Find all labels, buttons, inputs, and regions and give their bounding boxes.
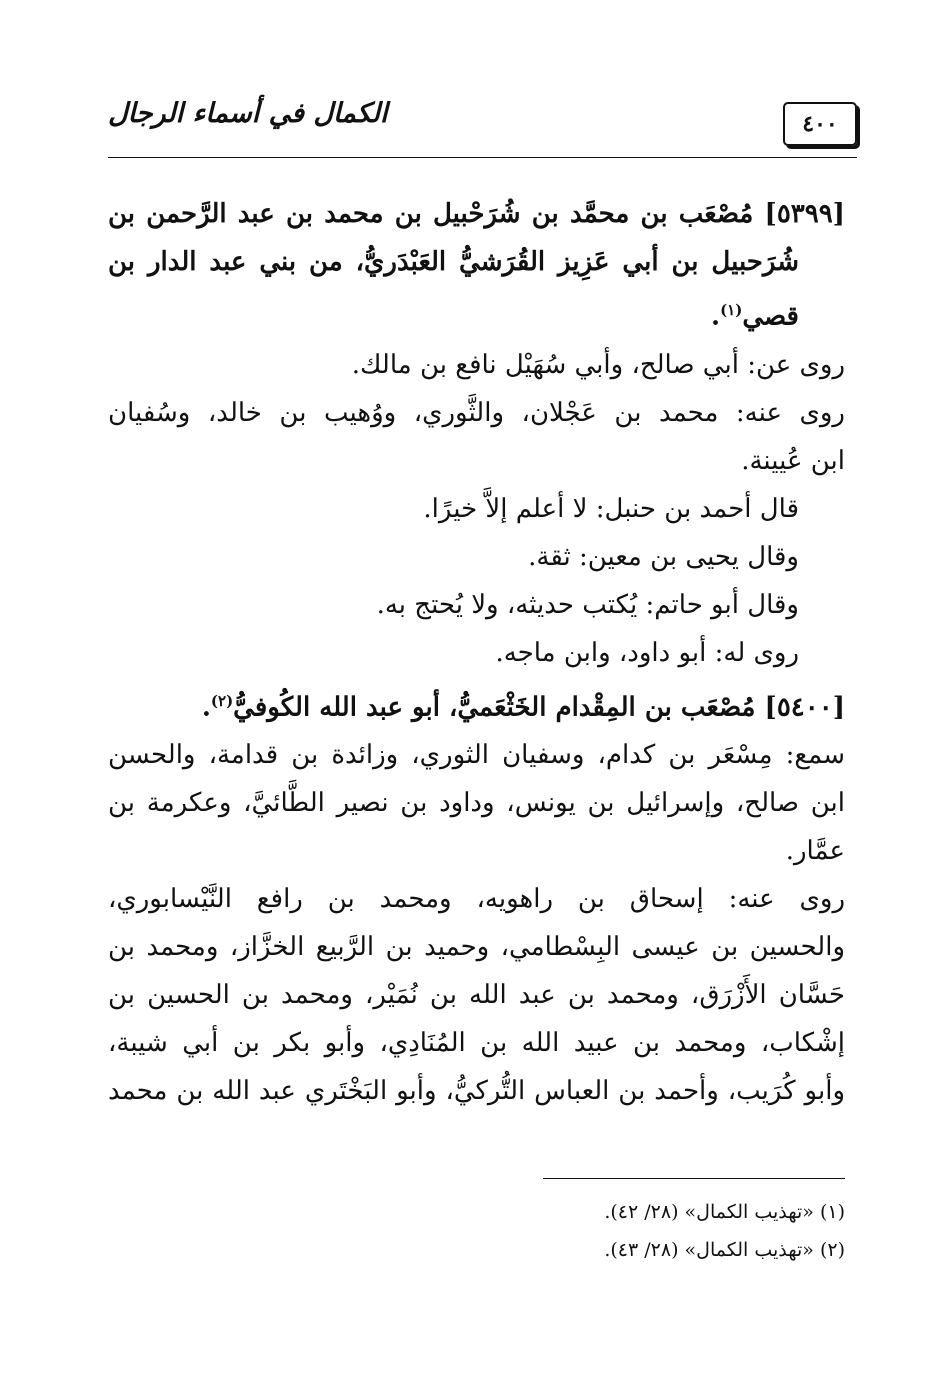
entry-heading-text: مُصْعَب بن المِقْدام الخَثْعَميُّ، أبو عبد الله الكُوفيُّ: [233, 692, 756, 723]
entry-number: [٥٣٩٩]: [764, 199, 845, 229]
paragraph-line: روى عنه: محمد بن عَجْلان، والثَّوري، ووُهيب بن خالد، وسُفيان: [108, 397, 845, 428]
header-divider: [108, 157, 857, 158]
paragraph-line: ابن عُيينة.: [741, 445, 845, 476]
footnotes: [604, 1193, 845, 1269]
paragraph-line: روى عنه: إسحاق بن راهويه، ومحمد بن رافع النَّيْسابوري،: [108, 884, 845, 915]
footnote-marker: (١): [720, 301, 743, 319]
entry-heading-line: [٥٤٠٠] مُصْعَب بن المِقْدام الخَثْعَميُّ، أبو عبد الله الكُوفيُّ$^{(٢)}$.: [201, 691, 845, 723]
paragraph-line: سمع: مِسْعَر بن كدام، وسفيان الثوري، وزائدة بن قدامة، والحسن: [108, 740, 845, 771]
paragraph-line: روى له: أبو داود، وابن ماجه.: [495, 637, 799, 668]
footnote-marker: (٢): [210, 691, 234, 710]
paragraph-line: ابن صالح، وإسرائيل بن يونس، وداود بن نصير الطَّائيَّ، وعكرمة بن: [108, 788, 845, 819]
entry-heading-text: مُصْعَب بن محمَّد بن شُرَحْبيل بن محمد بن عبد الرَّحمن بن: [108, 199, 754, 229]
page-number: ٤٠٠: [783, 102, 857, 146]
paragraph-line: وقال يحيى بن معين: ثقة.: [528, 541, 799, 572]
paragraph-line: روى عن: أبي صالح، وأبي سُهَيْل نافع بن مالك.: [351, 349, 845, 380]
footnote: (٢) «تهذيب الكمال» (٢٨/ ٤٣).: [604, 1239, 845, 1261]
paragraph-line: حَسَّان الأَزْرَق، ومحمد بن عبد الله بن نُمَيْر، ومحمد بن الحسين بن: [108, 980, 845, 1011]
footnote-divider: [543, 1178, 845, 1179]
paragraph-line: وأبو كُرَيب، وأحمد بن العباس التُّركيُّ، وأبو البَخْتَري عبد الله بن محمد: [108, 1076, 845, 1107]
entry-heading-line: قصي$^{(١)}$.: [711, 301, 799, 332]
page-header: [108, 92, 857, 158]
paragraph-line: إشْكاب، ومحمد بن عبيد الله بن المُنَادِي، وأبو بكر بن أبي شيبة،: [108, 1028, 845, 1059]
paragraph-line: وقال أبو حاتم: يُكتب حديثه، ولا يُحتج به.: [376, 589, 799, 620]
entry-number: [٥٤٠٠]: [764, 692, 845, 723]
entry-heading-text: قصي: [742, 301, 799, 332]
paragraph-line: قال أحمد بن حنبل: لا أعلم إلاَّ خيرًا.: [423, 493, 799, 524]
main-text: [108, 190, 845, 1115]
entry-heading-line: شُرَحبيل بن أبي عَزِيز القُرَشيُّ العَبْدَريُّ، من بني عبد الدار بن: [108, 247, 799, 277]
paragraph-line: والحسين بن عيسى البِسْطامي، وحميد بن الرَّبيع الخزَّاز، ومحمد بن: [108, 932, 845, 963]
entry-heading-line: [108, 190, 845, 238]
running-title: الكمال في أسماء الرجال: [108, 98, 388, 129]
paragraph-line: عمَّار.: [785, 836, 845, 867]
footnote: (١) «تهذيب الكمال» (٢٨/ ٤٢).: [604, 1201, 845, 1223]
